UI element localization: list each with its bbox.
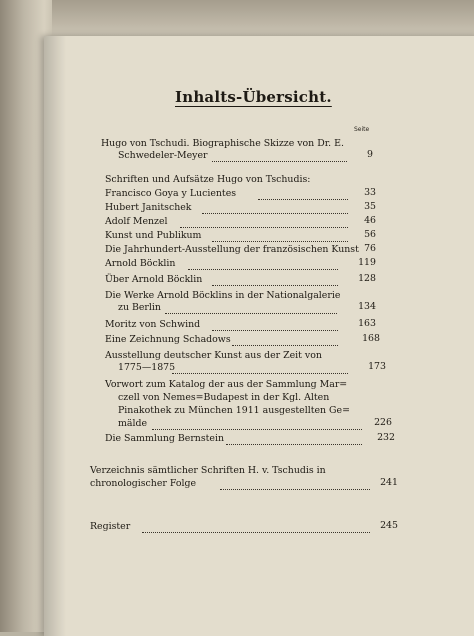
toc-entry-janitschek: Hubert Janitschek <box>105 202 192 213</box>
page-number: 76 <box>364 243 376 254</box>
dot-leader <box>226 443 362 445</box>
dot-leader <box>220 488 370 490</box>
page-number: 134 <box>358 301 376 312</box>
toc-entry-register: Register <box>90 521 131 532</box>
toc-entry-vorwort-line2: czell von Nemes=Budapest in der Kgl. Alten <box>118 392 330 403</box>
dot-leader <box>212 160 347 162</box>
dot-leader <box>152 428 362 430</box>
toc-entry-intro-line2: Schwedeler-Meyer <box>118 150 208 161</box>
dot-leader <box>165 312 337 314</box>
page-number: 241 <box>380 477 398 488</box>
dot-leader <box>188 268 338 270</box>
page-number: 128 <box>358 273 376 284</box>
toc-entry-werke-line1: Die Werke Arnold Böcklins in der Nationalgalerie <box>105 290 341 301</box>
toc-entry-vorwort-line3: Pinakothek zu München 1911 ausgestellten Ge= <box>118 405 350 416</box>
page-title: Inhalts-Übersicht. <box>175 88 332 106</box>
toc-entry-boecklin: Arnold Böcklin <box>105 258 176 269</box>
dot-leader <box>202 212 348 214</box>
toc-entry-ausstellung-line2: 1775—1875 <box>118 362 176 373</box>
page-number: 9 <box>367 149 373 160</box>
toc-entry-bernstein: Die Sammlung Bernstein <box>105 433 225 444</box>
toc-entry-ausstellung-line1: Ausstellung deutscher Kunst aus der Zeit von <box>105 350 322 361</box>
dot-leader <box>172 372 348 374</box>
dot-leader <box>212 284 338 286</box>
toc-entry-verzeichnis-line1: Verzeichnis sämtlicher Schriften H. v. Tschudis in <box>90 465 326 476</box>
toc-entry-schwind: Moritz von Schwind <box>105 319 201 330</box>
page-number: 33 <box>364 187 376 198</box>
toc-entry-schadow: Eine Zeichnung Schadows <box>105 334 231 345</box>
dot-leader <box>180 226 348 228</box>
page-number: 226 <box>374 417 392 428</box>
page-number: 35 <box>364 201 376 212</box>
toc-entry-werke-line2: zu Berlin <box>118 302 161 313</box>
page-number: 56 <box>364 229 376 240</box>
toc-entry-intro-line1: Hugo von Tschudi. Biographische Skizze von Dr. E. <box>101 138 344 149</box>
page-number: 245 <box>380 520 398 531</box>
toc-entry-vorwort-line1: Vorwort zum Katalog der aus der Sammlung Mar= <box>105 379 348 390</box>
page-number: 173 <box>368 361 386 372</box>
dot-leader <box>212 329 338 331</box>
page-number: 168 <box>362 333 380 344</box>
toc-entry-jahrhundert: Die Jahrhundert-Ausstellung der französischen Kunst <box>105 244 359 255</box>
seite-label: Seite <box>354 126 370 133</box>
toc-entry-verzeichnis-line2: chronologischer Folge <box>90 478 197 489</box>
dot-leader <box>212 240 348 242</box>
toc-entry-menzel: Adolf Menzel <box>105 216 168 227</box>
book-top-edge <box>0 0 474 40</box>
page-number: 119 <box>358 257 376 268</box>
dot-leader <box>142 531 370 533</box>
page-number: 232 <box>377 432 395 443</box>
toc-entry-kunst: Kunst und Publikum <box>105 230 202 241</box>
toc-entry-vorwort-line4: mälde <box>118 418 148 429</box>
page-number: 163 <box>358 318 376 329</box>
dot-leader <box>258 198 348 200</box>
toc-entry-goya: Francisco Goya y Lucientes <box>105 188 237 199</box>
toc-entry-ueber-boecklin: Über Arnold Böcklin <box>105 274 203 285</box>
section-heading: Schriften und Aufsätze Hugo von Tschudis: <box>105 174 311 185</box>
dot-leader <box>232 344 338 346</box>
page-number: 46 <box>364 215 376 226</box>
